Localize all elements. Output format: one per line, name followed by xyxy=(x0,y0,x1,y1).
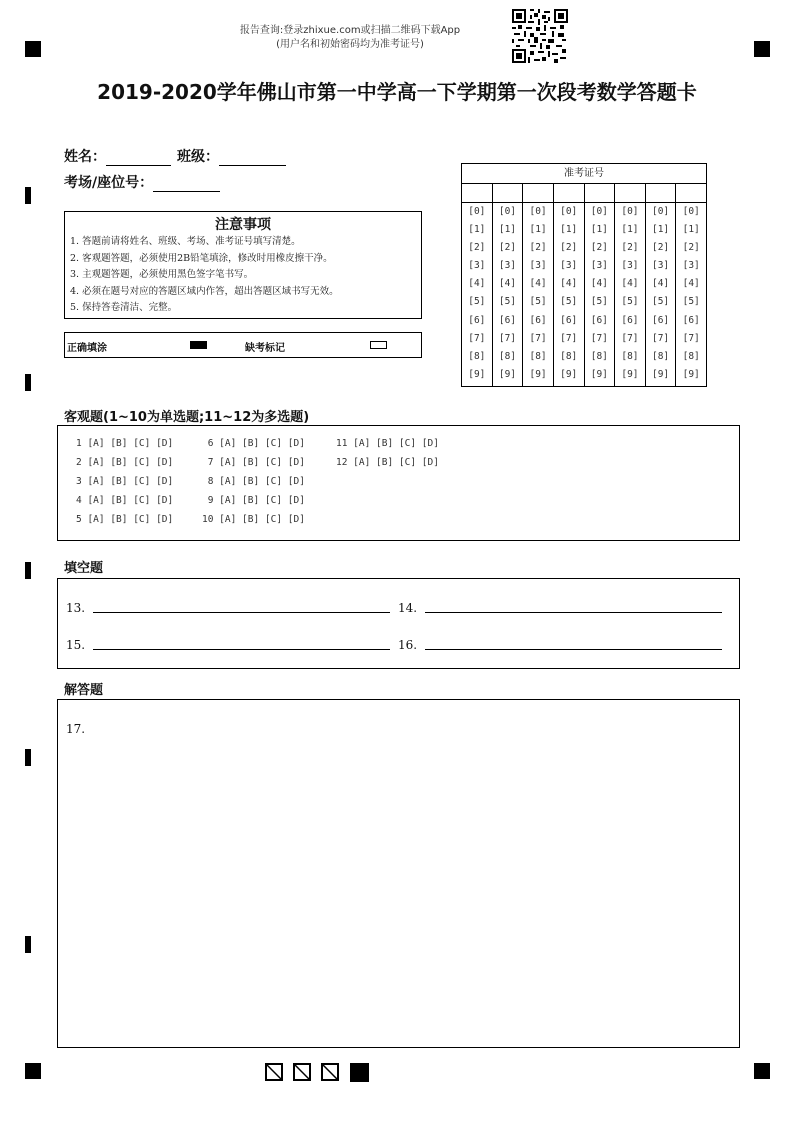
exam-id-write-cell[interactable] xyxy=(615,184,645,203)
exam-id-digit-bubble[interactable]: [1] xyxy=(621,224,639,236)
exam-id-digit-bubble[interactable]: [1] xyxy=(560,224,578,236)
q15-number: 15. xyxy=(66,638,86,652)
exam-id-digit-bubble[interactable]: [8] xyxy=(590,350,608,362)
q16-answer-line[interactable] xyxy=(425,649,722,650)
exam-id-digit-bubble[interactable]: [8] xyxy=(498,350,517,362)
exam-id-grid xyxy=(461,163,707,387)
seat-field[interactable] xyxy=(64,172,220,192)
exam-id-digit-bubble[interactable]: [3] xyxy=(590,260,608,272)
credentials-note: (用户名和初始密码均为准考证号) xyxy=(276,39,424,50)
exam-id-digit-bubble[interactable]: [7] xyxy=(498,332,517,344)
corner-mark-top-right xyxy=(754,41,770,57)
class-label: 班级： xyxy=(177,149,219,165)
blank-15[interactable] xyxy=(66,638,390,652)
exam-id-digit-bubble[interactable]: [5] xyxy=(560,296,578,308)
timing-mark xyxy=(25,374,31,391)
exam-id-digit-bubble[interactable]: [9] xyxy=(651,368,670,380)
exam-id-digit-bubble[interactable]: [7] xyxy=(590,332,608,344)
exam-id-digit-bubble[interactable]: [0] xyxy=(621,206,639,217)
exam-id-column xyxy=(585,184,616,386)
exam-id-digit-bubble[interactable]: [8] xyxy=(651,350,670,362)
exam-id-digit-bubble[interactable]: [9] xyxy=(498,368,517,380)
exam-id-digit-bubble[interactable]: [7] xyxy=(682,332,700,344)
exam-id-column xyxy=(554,184,585,386)
exam-id-digit-bubble[interactable]: [4] xyxy=(621,278,639,290)
absent-mark-label: 缺考标记 xyxy=(245,343,285,354)
exam-id-column xyxy=(646,184,677,386)
exam-id-digit-bubble[interactable]: [0] xyxy=(590,206,608,217)
page-title: 2019-2020学年佛山市第一中学高一下学期第一次段考数学答题卡 xyxy=(97,80,697,104)
exam-id-digit-bubble[interactable]: [0] xyxy=(651,206,670,217)
notice-list xyxy=(65,234,421,317)
filled-box-icon xyxy=(350,1063,369,1082)
exam-id-write-cell[interactable] xyxy=(676,184,706,203)
exam-id-digit-bubble[interactable]: [1] xyxy=(529,224,547,236)
exam-id-digit-bubble[interactable]: [9] xyxy=(529,368,547,380)
exam-id-digit-bubble[interactable]: [2] xyxy=(651,242,670,254)
blank-16[interactable] xyxy=(398,638,722,652)
exam-id-digit-bubble[interactable]: [2] xyxy=(468,242,486,254)
slash-box-icon xyxy=(293,1063,311,1081)
exam-id-digit-bubble[interactable]: [6] xyxy=(621,314,639,326)
exam-id-write-cell[interactable] xyxy=(554,184,584,203)
exam-id-digit-bubble[interactable]: [7] xyxy=(529,332,547,344)
exam-id-digit-bubble[interactable]: [8] xyxy=(621,350,639,362)
exam-id-digit-bubble[interactable]: [7] xyxy=(621,332,639,344)
exam-id-digit-bubble[interactable]: [2] xyxy=(560,242,578,254)
corner-mark-top-left xyxy=(25,41,41,57)
exam-id-heading: 准考证号 xyxy=(462,164,706,184)
exam-id-digit-bubble[interactable]: [1] xyxy=(590,224,608,236)
exam-id-digit-bubble[interactable]: [8] xyxy=(529,350,547,362)
absent-mark-box[interactable] xyxy=(370,341,387,349)
exam-id-digit-bubble[interactable]: [9] xyxy=(468,368,486,380)
exam-id-digit-bubble[interactable]: [3] xyxy=(468,260,486,272)
exam-id-digit-bubble[interactable]: [5] xyxy=(590,296,608,308)
exam-id-digit-bubble[interactable]: [6] xyxy=(560,314,578,326)
exam-id-write-cell[interactable] xyxy=(523,184,553,203)
exam-id-digit-bubble[interactable]: [6] xyxy=(651,314,670,326)
exam-id-digit-bubble[interactable]: [8] xyxy=(468,350,486,362)
seat-label: 考场/座位号： xyxy=(64,175,154,191)
exam-id-digit-bubble[interactable]: [6] xyxy=(590,314,608,326)
objective-section-label: 客观题(1~10为单选题;11~12为多选题) xyxy=(64,410,310,425)
exam-id-digit-bubble[interactable]: [1] xyxy=(682,224,700,236)
exam-id-digit-bubble[interactable]: [3] xyxy=(621,260,639,272)
exam-id-digit-bubble[interactable]: [8] xyxy=(560,350,578,362)
notice-item: 4. 必须在题号对应的答题区域内作答，超出答题区域书写无效。 xyxy=(70,285,339,297)
q17-number: 17. xyxy=(66,722,86,736)
exam-id-digit-bubble[interactable]: [3] xyxy=(651,260,670,272)
exam-id-digit-bubble[interactable]: [8] xyxy=(682,350,700,362)
exam-id-digit-bubble[interactable]: [6] xyxy=(468,314,486,326)
mc-column-3[interactable]: 11 [A] [B] [C] [D] 12 [A] [B] [C] [D] xyxy=(336,438,439,468)
exam-id-digit-bubble[interactable]: [5] xyxy=(498,296,517,308)
slash-box-icon xyxy=(321,1063,339,1081)
exam-id-digit-bubble[interactable]: [0] xyxy=(468,206,486,217)
q13-number: 13. xyxy=(66,601,86,615)
fill-blank-section-label: 填空题 xyxy=(64,561,104,576)
exam-id-digit-bubble[interactable]: [1] xyxy=(468,224,486,236)
exam-id-digit-bubble[interactable]: [1] xyxy=(498,224,517,236)
q15-answer-line[interactable] xyxy=(93,649,390,650)
exam-id-digit-bubble[interactable]: [4] xyxy=(529,278,547,290)
exam-id-write-cell[interactable] xyxy=(646,184,676,203)
correct-fill-sample xyxy=(190,341,207,349)
exam-id-digit-bubble[interactable]: [3] xyxy=(529,260,547,272)
notice-item: 1. 答题前请将姓名、班级、考场、准考证号填写清楚。 xyxy=(70,236,301,247)
exam-id-digit-bubble[interactable]: [4] xyxy=(590,278,608,290)
correct-fill-label: 正确填涂 xyxy=(67,343,107,354)
exam-id-digit-bubble[interactable]: [5] xyxy=(621,296,639,308)
exam-id-digit-bubble[interactable]: [0] xyxy=(560,206,578,217)
report-query-line: 报告查询:登录zhixue.com或扫描二维码下载App xyxy=(239,25,461,36)
fill-legend xyxy=(64,332,422,358)
exam-id-write-cell[interactable] xyxy=(493,184,523,203)
exam-id-digit-bubble[interactable]: [4] xyxy=(682,278,700,290)
exam-id-digit-bubble[interactable]: [2] xyxy=(529,242,547,254)
exam-id-digit-bubble[interactable]: [6] xyxy=(529,314,547,326)
exam-id-digit-bubble[interactable]: [2] xyxy=(682,242,700,254)
exam-id-column xyxy=(615,184,646,386)
exam-id-digit-bubble[interactable]: [3] xyxy=(682,260,700,272)
fill-blank-box xyxy=(57,578,740,669)
exam-id-digit-bubble[interactable]: [2] xyxy=(621,242,639,254)
q14-number: 14. xyxy=(398,601,418,615)
notice-item: 3. 主观题答题，必须使用黑色签字笔书写。 xyxy=(70,269,254,280)
mc-column-1[interactable]: 1 [A] [B] [C] [D] 2 [A] [B] [C] [D] 3 [A] [B] [C] [D] 4 [A] [B] [C] [D] 5 [A] [B] [C] [D] xyxy=(76,438,174,525)
objective-answer-box xyxy=(57,425,740,541)
class-field[interactable] xyxy=(177,146,286,166)
exam-id-digit-bubble[interactable]: [6] xyxy=(682,314,700,326)
exam-id-digit-bubble[interactable]: [4] xyxy=(468,278,486,290)
timing-mark xyxy=(25,187,31,204)
exam-id-column xyxy=(523,184,554,386)
q14-answer-line[interactable] xyxy=(425,612,722,613)
notice-item: 5. 保持答卷清洁、完整。 xyxy=(70,302,178,313)
exam-id-digit-bubble[interactable]: [5] xyxy=(682,296,700,308)
exam-id-digit-bubble[interactable]: [4] xyxy=(651,278,670,290)
q16-number: 16. xyxy=(398,638,418,652)
exam-id-digit-bubble[interactable]: [4] xyxy=(560,278,578,290)
class-underline[interactable] xyxy=(219,152,286,166)
slash-box-icon xyxy=(265,1063,283,1081)
exam-id-digit-bubble[interactable]: [9] xyxy=(590,368,608,380)
solution-section-label: 解答题 xyxy=(64,683,104,698)
exam-id-digit-bubble[interactable]: [7] xyxy=(651,332,670,344)
exam-id-digit-bubble[interactable]: [0] xyxy=(498,206,517,217)
exam-id-write-cell[interactable] xyxy=(585,184,615,203)
seat-underline[interactable] xyxy=(153,178,220,192)
notice-heading: 注意事项 xyxy=(215,217,271,233)
solution-answer-box[interactable] xyxy=(57,699,740,1048)
name-underline[interactable] xyxy=(106,152,171,166)
timing-mark xyxy=(25,936,31,953)
exam-id-digit-bubble[interactable]: [0] xyxy=(682,206,700,217)
exam-id-digit-bubble[interactable]: [9] xyxy=(621,368,639,380)
blank-14[interactable] xyxy=(398,601,722,615)
exam-id-digit-bubble[interactable]: [2] xyxy=(498,242,517,254)
exam-id-digit-bubble[interactable]: [5] xyxy=(468,296,486,308)
exam-id-digit-bubble[interactable]: [5] xyxy=(651,296,670,308)
notice-box xyxy=(64,211,422,319)
mc-column-2[interactable]: 6 [A] [B] [C] [D] 7 [A] [B] [C] [D] 8 [A] [B] [C] [D] 9 [A] [B] [C] [D] 10 [A] [B] [C] [D] xyxy=(202,438,305,525)
exam-id-digit-bubble[interactable]: [7] xyxy=(560,332,578,344)
exam-id-column xyxy=(676,184,706,386)
name-field[interactable] xyxy=(64,146,171,166)
exam-id-digit-bubble[interactable]: [9] xyxy=(560,368,578,380)
exam-id-digit-bubble[interactable]: [1] xyxy=(651,224,670,236)
exam-id-column xyxy=(462,184,493,386)
qr-code-icon xyxy=(512,9,568,63)
exam-id-digit-bubble[interactable]: [4] xyxy=(498,278,517,290)
exam-id-digit-bubble[interactable]: [3] xyxy=(560,260,578,272)
timing-mark xyxy=(25,749,31,766)
exam-id-column xyxy=(493,184,524,386)
notice-item: 2. 客观题答题，必须使用2B铅笔填涂，修改时用橡皮擦干净。 xyxy=(70,252,333,264)
exam-id-digit-bubble[interactable]: [5] xyxy=(529,296,547,308)
timing-mark xyxy=(25,562,31,579)
exam-id-digit-bubble[interactable]: [6] xyxy=(498,314,517,326)
exam-id-columns xyxy=(462,184,706,386)
corner-mark-bottom-left xyxy=(25,1063,41,1079)
exam-id-digit-bubble[interactable]: [7] xyxy=(468,332,486,344)
q13-answer-line[interactable] xyxy=(93,612,390,613)
name-label: 姓名： xyxy=(64,149,106,165)
exam-id-digit-bubble[interactable]: [3] xyxy=(498,260,517,272)
exam-id-digit-bubble[interactable]: [9] xyxy=(682,368,700,380)
corner-mark-bottom-right xyxy=(754,1063,770,1079)
exam-id-digit-bubble[interactable]: [0] xyxy=(529,206,547,217)
exam-id-digit-bubble[interactable]: [2] xyxy=(590,242,608,254)
exam-id-write-cell[interactable] xyxy=(462,184,492,203)
blank-13[interactable] xyxy=(66,601,390,615)
